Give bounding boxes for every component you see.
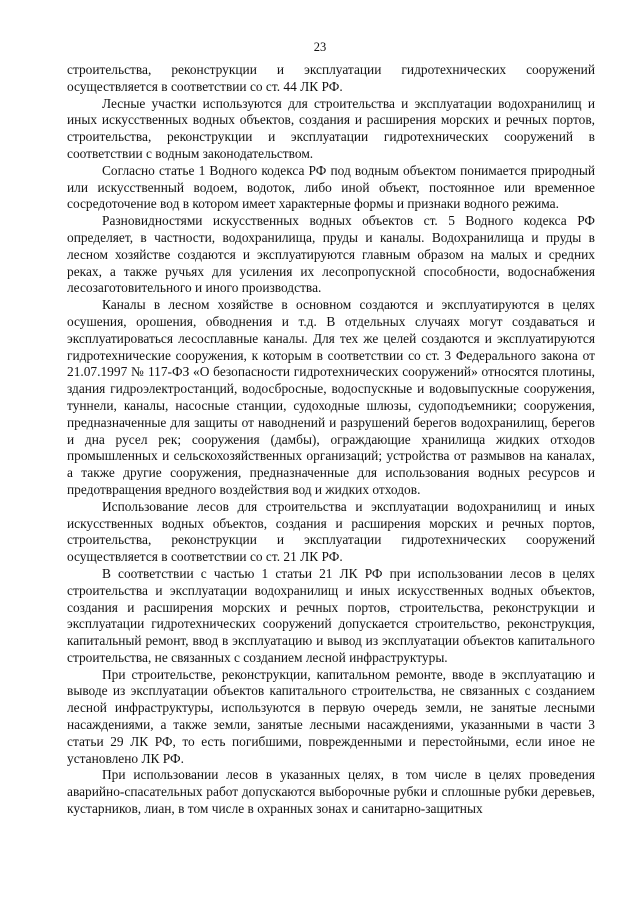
document-body [67, 62, 595, 818]
paragraph: Использование лесов для строительства и эксплуатации водохранилищ и иных искусственных водных объектов, создания и расширения морских и речных портов, строительства, реконструкции и эксплуатации гидротехнических сооружений осуществляется в соответствии со ст. 21 ЛК РФ. [67, 498, 595, 565]
page-number: 23 [313, 40, 327, 54]
paragraph: Согласно статье 1 Водного кодекса РФ под водным объектом понимается природный или искусственный водоем, водоток, либо иной объект, постоянное или временное сосредоточение вод в котором имеет характерные формы и признаки водного режима. [67, 162, 595, 212]
paragraph: Лесные участки используются для строительства и эксплуатации водохранилищ и иных искусственных водных объектов, создания и расширения морских и речных портов, строительства, реконструкции и эксплуатации гидротехнических сооружений в соответствии с водным законодательством. [67, 95, 595, 161]
paragraph: В соответствии с частью 1 статьи 21 ЛК РФ при использовании лесов в целях строительства и эксплуатации водохранилищ и иных искусственных водных объектов, создания и расширения морских и речных портов, строительства, реконструкции и эксплуатации гидротехнических сооружений допускается строительство, реконструкция, капитальный ремонт, ввод в эксплуатацию и вывод из эксплуатации объектов капитального строительства, не связанных с созданием лесной инфраструктуры. [67, 565, 595, 665]
paragraph: При использовании лесов в указанных целях, в том числе в целях проведения аварийно-спасательных работ допускаются выборочные рубки и сплошные рубки деревьев, кустарников, лиан, в том числе в охранных зонах и санитарно-защитных [67, 767, 595, 817]
paragraph: Разновидностями искусственных водных объектов ст. 5 Водного кодекса РФ определяет, в частности, водохранилища, пруды и каналы. Водохранилища и пруды в лесном хозяйстве создаются и эксплуатируются главным образом на малых и средних реках, а также ручьях для усиления их лесопропускной способности, водоснабжения лесозаготовительного и иного производства. [67, 213, 595, 296]
paragraph: строительства, реконструкции и эксплуатации гидротехнических сооружений осуществляется в соответствии со ст. 44 ЛК РФ. [67, 62, 595, 94]
paragraph: При строительстве, реконструкции, капитальном ремонте, вводе в эксплуатацию и выводе из эксплуатации объектов капитального строительства, не связанных с созданием лесной инфраструктуры, используются в первую очередь земли, не занятые лесными насаждениями, а также земли, занятые лесными насаждениями, указанными в части 3 статьи 29 ЛК РФ, то есть погибшими, поврежденными и перестойными, если иное не установлено ЛК РФ. [67, 666, 595, 766]
paragraph: Каналы в лесном хозяйстве в основном создаются и эксплуатируются в целях осушения, орошения, обводнения и т.д. В отдельных случаях могут создаваться и эксплуатироваться лесосплавные каналы. Для тех же целей создаются и эксплуатируются гидротехнические сооружения, к которым в соответствии со ст. 3 Федерального закона от 21.07.1997 № 117-ФЗ «О безопасности гидротехнических сооружений» относятся плотины, здания гидроэлектростанций, водосбросные, водоспускные и водовыпускные сооружения, туннели, каналы, насосные станции, судоходные шлюзы, судоподъемники; сооружения, предназначенные для защиты от наводнений и разрушений берегов водохранилищ, берегов и дна русел рек; сооружения (дамбы), ограждающие хранилища жидких отходов промышленных и сельскохозяйственных организаций; устройства от размывов на каналах, а также другие сооружения, предназначенные для использования водных ресурсов и предотвращения вредного воздействия вод и жидких отходов. [67, 297, 595, 497]
